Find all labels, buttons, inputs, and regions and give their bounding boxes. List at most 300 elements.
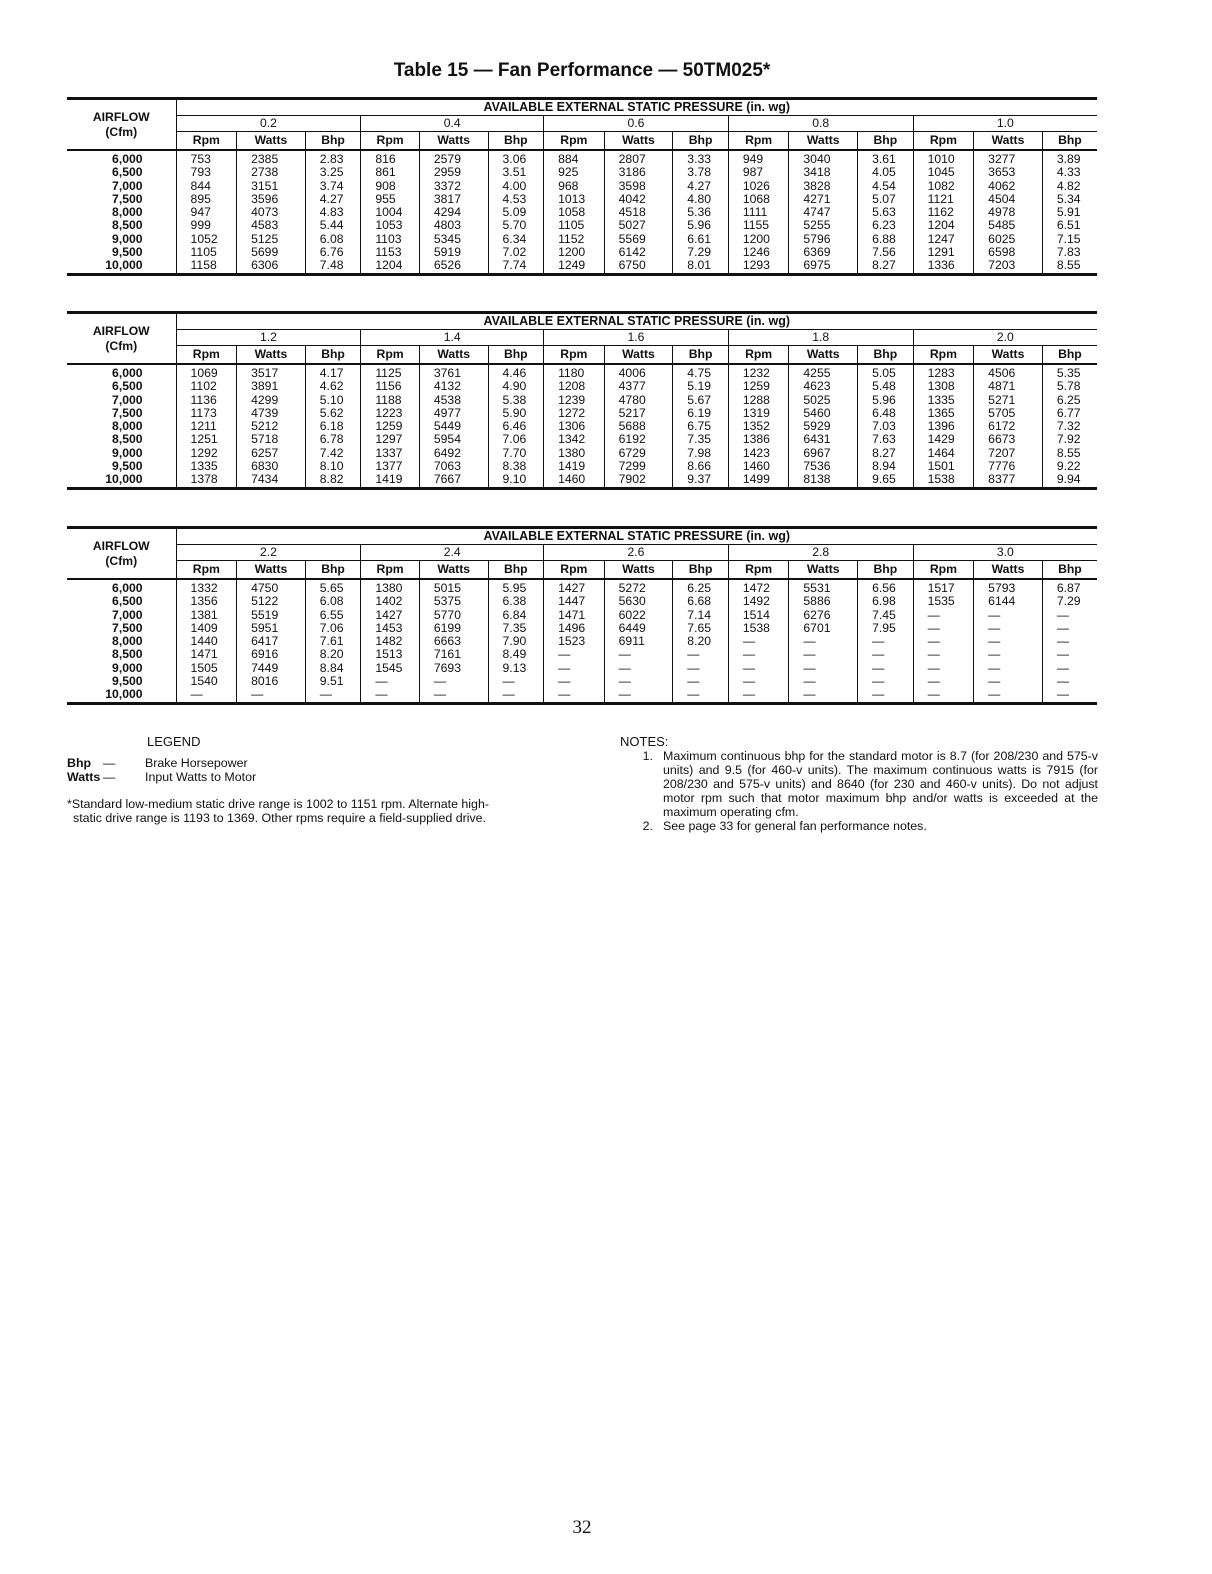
col-watts: Watts bbox=[604, 132, 673, 151]
data-cell: 6257 bbox=[237, 447, 306, 460]
legend-dash: — bbox=[103, 770, 116, 784]
data-cell: — bbox=[858, 635, 914, 648]
airflow-cell: 9,000 bbox=[67, 447, 176, 460]
data-cell: 4.00 bbox=[488, 180, 544, 193]
airflow-cell: 7,500 bbox=[67, 407, 176, 420]
airflow-cell: 6,000 bbox=[67, 579, 176, 595]
data-cell: 7.15 bbox=[1056, 231, 1081, 246]
data-cell: 4.33 bbox=[1056, 165, 1081, 180]
col-watts: Watts bbox=[974, 561, 1043, 580]
pressure-value: 1.8 bbox=[728, 330, 913, 346]
data-cell: 908 bbox=[361, 180, 420, 193]
airflow-cell: 7,000 bbox=[67, 394, 176, 407]
data-cell: 6492 bbox=[419, 447, 488, 460]
data-cell: 4.05 bbox=[858, 166, 914, 179]
data-cell: 1336 bbox=[913, 259, 974, 274]
data-cell: 9.94 bbox=[1042, 473, 1097, 488]
data-cell: 1460 bbox=[544, 473, 605, 488]
data-cell: 6526 bbox=[419, 259, 488, 274]
data-cell: — bbox=[544, 648, 605, 661]
data-cell: 1111 bbox=[728, 206, 789, 219]
data-cell: 1158 bbox=[176, 259, 237, 274]
data-cell: 5.91 bbox=[1056, 205, 1081, 220]
notes-title: NOTES: bbox=[620, 734, 669, 749]
data-cell: 5449 bbox=[419, 420, 488, 433]
note-number: 2. bbox=[642, 819, 653, 833]
data-cell: 1211 bbox=[176, 420, 237, 433]
data-cell: 5.67 bbox=[673, 394, 729, 407]
data-cell: 955 bbox=[361, 193, 420, 206]
data-cell: 5.38 bbox=[488, 394, 544, 407]
data-cell: 1223 bbox=[361, 407, 420, 420]
data-cell: 6144 bbox=[974, 595, 1043, 608]
data-cell: — bbox=[728, 675, 789, 688]
table-row bbox=[67, 394, 1097, 407]
legend bbox=[67, 735, 567, 825]
data-cell: 968 bbox=[544, 180, 605, 193]
data-cell: — bbox=[1056, 607, 1070, 622]
data-cell: 5.62 bbox=[305, 407, 361, 420]
data-cell: 8.27 bbox=[858, 259, 914, 274]
data-cell: 4.82 bbox=[1056, 178, 1081, 193]
data-cell: 4.62 bbox=[305, 380, 361, 393]
col-bhp: Bhp bbox=[858, 346, 914, 365]
data-cell: 6.46 bbox=[488, 420, 544, 433]
col-bhp: Bhp bbox=[1042, 561, 1097, 580]
col-watts: Watts bbox=[237, 346, 306, 365]
data-cell: 6417 bbox=[237, 635, 306, 648]
legend-title: LEGEND bbox=[147, 734, 201, 749]
fan-performance-table-2 bbox=[67, 311, 1097, 490]
data-cell: — bbox=[789, 662, 858, 675]
data-cell: 7.06 bbox=[305, 622, 361, 635]
note-item bbox=[620, 749, 1098, 819]
data-cell: 5.65 bbox=[305, 579, 361, 595]
data-cell: 6431 bbox=[789, 433, 858, 446]
table-row bbox=[67, 219, 1097, 232]
data-cell: 7.83 bbox=[1056, 245, 1081, 260]
airflow-cell: 10,000 bbox=[67, 259, 176, 274]
data-cell: 6598 bbox=[974, 246, 1043, 259]
data-cell: — bbox=[1056, 620, 1070, 635]
table-row bbox=[67, 206, 1097, 219]
data-cell: 4506 bbox=[974, 364, 1043, 380]
data-cell: 5375 bbox=[419, 595, 488, 608]
data-cell: 1156 bbox=[361, 380, 420, 393]
data-cell: 6.78 bbox=[305, 433, 361, 446]
data-cell: 1058 bbox=[544, 206, 605, 219]
airflow-cell: 9,000 bbox=[67, 662, 176, 675]
data-cell: 1419 bbox=[361, 473, 420, 488]
table-row bbox=[67, 473, 1097, 488]
col-rpm: Rpm bbox=[176, 561, 237, 580]
col-bhp: Bhp bbox=[858, 561, 914, 580]
data-cell: 7.35 bbox=[673, 433, 729, 446]
data-cell: 4062 bbox=[974, 180, 1043, 193]
table-row bbox=[67, 609, 1097, 622]
data-cell: 1540 bbox=[176, 675, 237, 688]
col-rpm: Rpm bbox=[913, 561, 974, 580]
data-cell: 5569 bbox=[604, 233, 673, 246]
data-cell: 9.37 bbox=[673, 473, 729, 488]
data-cell: 1010 bbox=[913, 150, 974, 166]
data-cell: 7207 bbox=[974, 447, 1043, 460]
table-row bbox=[67, 166, 1097, 179]
data-cell: 5519 bbox=[237, 609, 306, 622]
data-cell: 8.01 bbox=[673, 259, 729, 274]
data-cell: 753 bbox=[176, 150, 237, 166]
data-cell: 1251 bbox=[176, 433, 237, 446]
data-cell: 4583 bbox=[237, 219, 306, 232]
data-cell: 8.20 bbox=[305, 648, 361, 661]
data-cell: 4.46 bbox=[488, 364, 544, 380]
data-cell: 1283 bbox=[913, 364, 974, 380]
data-cell: 8.27 bbox=[858, 447, 914, 460]
airflow-cell: 7,000 bbox=[67, 180, 176, 193]
data-cell: 7.14 bbox=[673, 609, 729, 622]
data-cell: 6.55 bbox=[305, 609, 361, 622]
data-cell: 6.48 bbox=[858, 407, 914, 420]
data-cell: 1427 bbox=[361, 609, 420, 622]
airflow-cell: 9,500 bbox=[67, 246, 176, 259]
table-row bbox=[67, 675, 1097, 688]
data-cell: 7.45 bbox=[858, 609, 914, 622]
data-cell: 4538 bbox=[419, 394, 488, 407]
footnote bbox=[67, 797, 567, 825]
data-cell: 1464 bbox=[913, 447, 974, 460]
data-cell: — bbox=[728, 648, 789, 661]
data-cell: 6.25 bbox=[1056, 392, 1081, 407]
airflow-cell: 9,500 bbox=[67, 460, 176, 473]
airflow-cell: 7,000 bbox=[67, 609, 176, 622]
table-row bbox=[67, 259, 1097, 274]
data-cell: 6199 bbox=[419, 622, 488, 635]
data-cell: 6.61 bbox=[673, 233, 729, 246]
data-cell: — bbox=[913, 648, 974, 661]
data-cell: 8.66 bbox=[673, 460, 729, 473]
data-cell: — bbox=[728, 635, 789, 648]
data-cell: 4.54 bbox=[858, 180, 914, 193]
data-cell: 1293 bbox=[728, 259, 789, 274]
data-cell: — bbox=[419, 675, 488, 688]
data-cell: 4042 bbox=[604, 193, 673, 206]
data-cell: 3.06 bbox=[488, 150, 544, 166]
data-cell: 1153 bbox=[361, 246, 420, 259]
pressure-value: 1.2 bbox=[176, 330, 361, 346]
data-cell: 4747 bbox=[789, 206, 858, 219]
data-cell: 4978 bbox=[974, 206, 1043, 219]
data-cell: 5271 bbox=[974, 394, 1043, 407]
data-cell: — bbox=[305, 688, 361, 703]
data-cell: 5.96 bbox=[673, 219, 729, 232]
col-bhp: Bhp bbox=[305, 346, 361, 365]
data-cell: 1319 bbox=[728, 407, 789, 420]
data-cell: 1378 bbox=[176, 473, 237, 488]
data-cell: 1105 bbox=[544, 219, 605, 232]
data-cell: 1499 bbox=[728, 473, 789, 488]
data-cell: 1068 bbox=[728, 193, 789, 206]
data-cell: 6.51 bbox=[1056, 218, 1081, 233]
data-cell: 1052 bbox=[176, 233, 237, 246]
data-cell: 6663 bbox=[419, 635, 488, 648]
data-cell: — bbox=[361, 688, 420, 703]
data-cell: — bbox=[789, 648, 858, 661]
table-row bbox=[67, 193, 1097, 206]
col-rpm: Rpm bbox=[361, 132, 420, 151]
data-cell: 3.89 bbox=[1056, 152, 1081, 166]
data-cell: 1356 bbox=[176, 595, 237, 608]
data-cell: 4271 bbox=[789, 193, 858, 206]
data-cell: 7161 bbox=[419, 648, 488, 661]
data-cell: 1447 bbox=[544, 595, 605, 608]
table-row bbox=[67, 433, 1097, 446]
col-rpm: Rpm bbox=[544, 346, 605, 365]
table-row bbox=[67, 380, 1097, 393]
data-cell: 1291 bbox=[913, 246, 974, 259]
data-cell: 4.75 bbox=[673, 364, 729, 380]
data-cell: 5015 bbox=[419, 579, 488, 595]
data-cell: 1440 bbox=[176, 635, 237, 648]
data-cell: 1292 bbox=[176, 447, 237, 460]
col-watts: Watts bbox=[604, 346, 673, 365]
data-cell: 6449 bbox=[604, 622, 673, 635]
data-cell: 2579 bbox=[419, 150, 488, 166]
col-bhp: Bhp bbox=[488, 561, 544, 580]
data-cell: 6.76 bbox=[305, 246, 361, 259]
table-row bbox=[67, 407, 1097, 420]
data-cell: 1103 bbox=[361, 233, 420, 246]
data-cell: 1335 bbox=[176, 460, 237, 473]
note-number: 1. bbox=[642, 749, 653, 763]
fan-performance-table-3 bbox=[67, 526, 1097, 705]
data-cell: 6172 bbox=[974, 420, 1043, 433]
data-cell: 1409 bbox=[176, 622, 237, 635]
data-cell: — bbox=[544, 675, 605, 688]
col-bhp: Bhp bbox=[673, 132, 729, 151]
airflow-cell: 9,500 bbox=[67, 675, 176, 688]
data-cell: — bbox=[1056, 647, 1070, 662]
data-cell: 6.25 bbox=[673, 579, 729, 595]
data-cell: 1053 bbox=[361, 219, 420, 232]
data-cell: — bbox=[789, 688, 858, 703]
data-cell: — bbox=[1042, 688, 1097, 703]
airflow-cell: 8,000 bbox=[67, 206, 176, 219]
airflow-cell: 6,500 bbox=[67, 595, 176, 608]
data-cell: 5.96 bbox=[858, 394, 914, 407]
data-cell: 4871 bbox=[974, 380, 1043, 393]
airflow-unit: (Cfm) bbox=[105, 124, 138, 139]
data-cell: 5919 bbox=[419, 246, 488, 259]
data-cell: 6673 bbox=[974, 433, 1043, 446]
data-cell: 1121 bbox=[913, 193, 974, 206]
data-cell: 1538 bbox=[913, 473, 974, 488]
legend-item-watts bbox=[67, 770, 567, 784]
table-row bbox=[67, 420, 1097, 433]
col-watts: Watts bbox=[604, 561, 673, 580]
data-cell: — bbox=[974, 648, 1043, 661]
col-bhp: Bhp bbox=[673, 346, 729, 365]
data-cell: 1427 bbox=[544, 579, 605, 595]
data-cell: 7.56 bbox=[858, 246, 914, 259]
data-cell: — bbox=[789, 635, 858, 648]
pressure-value: 0.8 bbox=[728, 116, 913, 132]
legend-definition: Brake Horsepower bbox=[145, 756, 248, 770]
data-cell: 5718 bbox=[237, 433, 306, 446]
data-cell: 7.06 bbox=[488, 433, 544, 446]
data-cell: 6.19 bbox=[673, 407, 729, 420]
data-cell: — bbox=[673, 648, 729, 661]
airflow-cell: 9,000 bbox=[67, 233, 176, 246]
data-cell: 5.05 bbox=[858, 364, 914, 380]
data-cell: 1492 bbox=[728, 595, 789, 608]
data-cell: 5699 bbox=[237, 246, 306, 259]
col-rpm: Rpm bbox=[728, 132, 789, 151]
data-cell: 7.03 bbox=[858, 420, 914, 433]
data-cell: 1208 bbox=[544, 380, 605, 393]
data-cell: 5796 bbox=[789, 233, 858, 246]
data-cell: 4.83 bbox=[305, 206, 361, 219]
data-cell: 7063 bbox=[419, 460, 488, 473]
data-cell: 1239 bbox=[544, 394, 605, 407]
data-cell: 6369 bbox=[789, 246, 858, 259]
pressure-value: 2.2 bbox=[176, 545, 361, 561]
data-cell: 4750 bbox=[237, 579, 306, 595]
data-cell: 6916 bbox=[237, 648, 306, 661]
airflow-cell: 6,500 bbox=[67, 166, 176, 179]
data-cell: 1105 bbox=[176, 246, 237, 259]
data-cell: — bbox=[604, 662, 673, 675]
data-cell: 5.95 bbox=[488, 579, 544, 595]
col-rpm: Rpm bbox=[728, 561, 789, 580]
data-cell: 3277 bbox=[974, 150, 1043, 166]
data-cell: 8016 bbox=[237, 675, 306, 688]
data-cell: 1482 bbox=[361, 635, 420, 648]
col-bhp: Bhp bbox=[305, 561, 361, 580]
data-cell: 3.78 bbox=[673, 166, 729, 179]
data-cell: 6142 bbox=[604, 246, 673, 259]
data-cell: 7.74 bbox=[488, 259, 544, 274]
data-cell: — bbox=[974, 635, 1043, 648]
col-rpm: Rpm bbox=[361, 561, 420, 580]
col-watts: Watts bbox=[789, 132, 858, 151]
data-cell: — bbox=[237, 688, 306, 703]
data-cell: 2959 bbox=[419, 166, 488, 179]
data-cell: 6022 bbox=[604, 609, 673, 622]
table-row bbox=[67, 622, 1097, 635]
data-cell: 7.70 bbox=[488, 447, 544, 460]
data-cell: 3891 bbox=[237, 380, 306, 393]
data-cell: — bbox=[604, 675, 673, 688]
pressure-value: 1.4 bbox=[361, 330, 544, 346]
data-cell: — bbox=[789, 675, 858, 688]
data-cell: 6.68 bbox=[673, 595, 729, 608]
data-cell: 1188 bbox=[361, 394, 420, 407]
data-cell: 6911 bbox=[604, 635, 673, 648]
data-cell: 987 bbox=[728, 166, 789, 179]
data-cell: 4518 bbox=[604, 206, 673, 219]
airflow-label: AIRFLOW bbox=[92, 538, 150, 553]
data-cell: 1419 bbox=[544, 460, 605, 473]
data-cell: 4294 bbox=[419, 206, 488, 219]
data-cell: 8.20 bbox=[673, 635, 729, 648]
data-cell: — bbox=[974, 609, 1043, 622]
col-rpm: Rpm bbox=[176, 346, 237, 365]
data-cell: 1259 bbox=[361, 420, 420, 433]
data-cell: 5272 bbox=[604, 579, 673, 595]
data-cell: 1396 bbox=[913, 420, 974, 433]
data-cell: — bbox=[858, 675, 914, 688]
data-cell: 6.75 bbox=[673, 420, 729, 433]
data-cell: 3598 bbox=[604, 180, 673, 193]
data-cell: 4006 bbox=[604, 364, 673, 380]
data-cell: 1471 bbox=[544, 609, 605, 622]
data-cell: 1200 bbox=[728, 233, 789, 246]
data-cell: 1423 bbox=[728, 447, 789, 460]
data-cell: 6.84 bbox=[488, 609, 544, 622]
legend-definition: Input Watts to Motor bbox=[145, 770, 257, 784]
col-bhp: Bhp bbox=[488, 346, 544, 365]
data-cell: 7.29 bbox=[1056, 594, 1081, 609]
data-cell: 1377 bbox=[361, 460, 420, 473]
data-cell: 4.80 bbox=[673, 193, 729, 206]
data-cell: — bbox=[1056, 660, 1070, 675]
data-cell: 4.27 bbox=[673, 180, 729, 193]
pressure-value: 0.2 bbox=[176, 116, 361, 132]
pressure-value: 3.0 bbox=[913, 545, 1097, 561]
data-cell: 1538 bbox=[728, 622, 789, 635]
data-cell: 1308 bbox=[913, 380, 974, 393]
data-cell: — bbox=[858, 662, 914, 675]
data-cell: 816 bbox=[361, 150, 420, 166]
data-cell: 6967 bbox=[789, 447, 858, 460]
data-cell: 1232 bbox=[728, 364, 789, 380]
data-cell: 4803 bbox=[419, 219, 488, 232]
data-cell: 5630 bbox=[604, 595, 673, 608]
col-watts: Watts bbox=[789, 561, 858, 580]
data-cell: 8.10 bbox=[305, 460, 361, 473]
data-cell: 9.51 bbox=[305, 675, 361, 688]
data-cell: 5951 bbox=[237, 622, 306, 635]
data-cell: 6.88 bbox=[858, 233, 914, 246]
data-cell: 1155 bbox=[728, 219, 789, 232]
data-cell: 5255 bbox=[789, 219, 858, 232]
table-row bbox=[67, 180, 1097, 193]
pressure-header: AVAILABLE EXTERNAL STATIC PRESSURE (in. wg) bbox=[176, 99, 1097, 116]
airflow-cell: 8,500 bbox=[67, 648, 176, 661]
data-cell: 947 bbox=[176, 206, 237, 219]
pressure-value: 0.6 bbox=[544, 116, 729, 132]
data-cell: 844 bbox=[176, 180, 237, 193]
col-rpm: Rpm bbox=[176, 132, 237, 151]
data-cell: — bbox=[728, 688, 789, 703]
legend-abbr: Bhp bbox=[67, 756, 92, 770]
data-cell: 6729 bbox=[604, 447, 673, 460]
data-cell: 5688 bbox=[604, 420, 673, 433]
data-cell: 6.23 bbox=[858, 219, 914, 232]
airflow-unit: (Cfm) bbox=[105, 338, 138, 353]
data-cell: 3596 bbox=[237, 193, 306, 206]
data-cell: 1306 bbox=[544, 420, 605, 433]
data-cell: 1523 bbox=[544, 635, 605, 648]
col-watts: Watts bbox=[974, 346, 1043, 365]
data-cell: 3186 bbox=[604, 166, 673, 179]
data-cell: 6.38 bbox=[488, 595, 544, 608]
data-cell: 7.32 bbox=[1056, 419, 1081, 434]
legend-abbr: Watts bbox=[67, 770, 101, 784]
col-watts: Watts bbox=[419, 561, 488, 580]
data-cell: 8.38 bbox=[488, 460, 544, 473]
data-cell: 8.94 bbox=[858, 460, 914, 473]
